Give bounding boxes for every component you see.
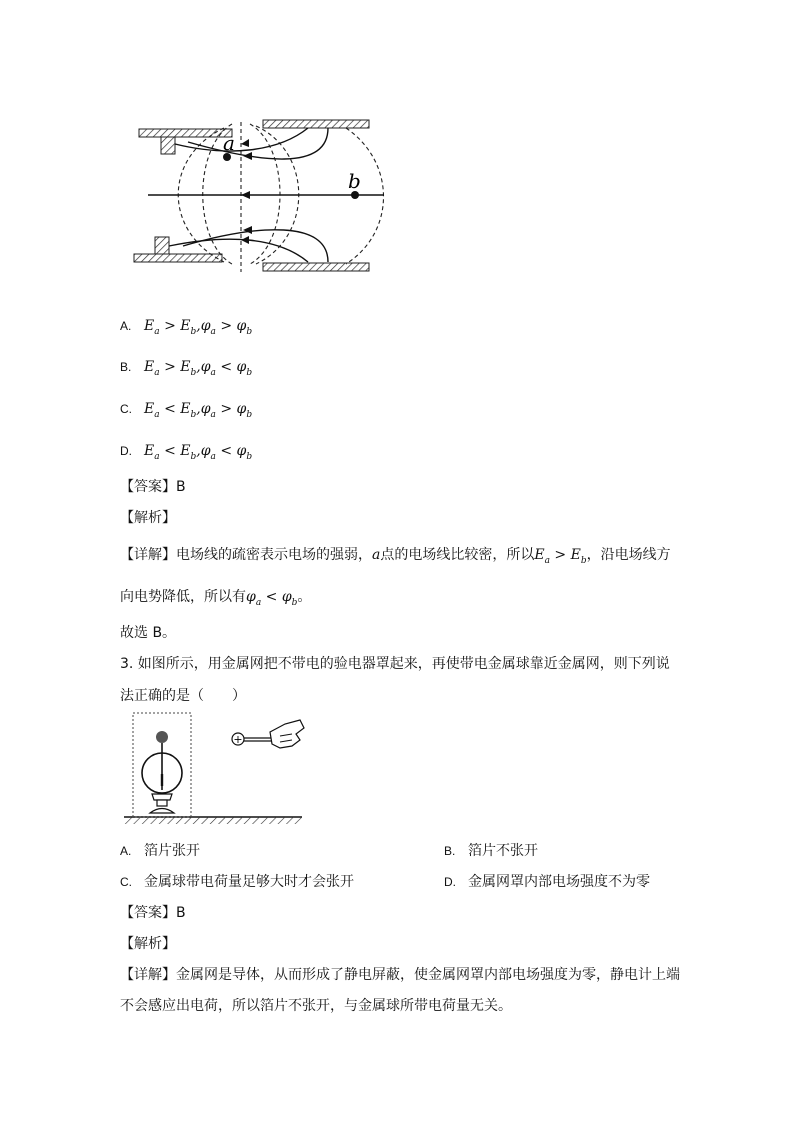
point-a-label: a — [223, 131, 235, 155]
top-left-plate — [139, 129, 232, 137]
math-expression: $E_a < E_b,\varphi_a < \varphi_b$ — [144, 443, 253, 462]
q3-stem-line2: 法正确的是（ ） — [120, 688, 246, 704]
option-c[interactable]: C. $E_a < E_b,\varphi_a > \varphi_b$ — [120, 401, 253, 420]
q3-detail-line1: 【详解】金属网是导体，从而形成了静电屏蔽，使金属网罩内部电场强度为零，静电计上端 — [120, 967, 680, 983]
field-lines-figure — [128, 112, 390, 282]
option-d[interactable]: D. $E_a < E_b,\varphi_a < \varphi_b$ — [120, 443, 253, 462]
math-expression: $E_a > E_b,\varphi_a > \varphi_b$ — [144, 318, 253, 337]
q3-stem-line1: 3. 如图所示，用金属网把不带电的验电器罩起来，再使带电金属球靠近金属网，则下列说 — [120, 656, 670, 672]
q3-option-b[interactable]: B. 箔片不张开 — [444, 843, 538, 859]
q2-answer: 【答案】B — [120, 479, 186, 495]
charge-symbol: + — [233, 733, 243, 746]
q3-analysis-title: 【解析】 — [120, 936, 176, 952]
option-b[interactable]: B. $E_a > E_b,\varphi_a < \varphi_b$ — [120, 359, 253, 378]
q2-analysis-title: 【解析】 — [120, 510, 176, 526]
math-expression: $E_a < E_b,\varphi_a > \varphi_b$ — [144, 401, 253, 420]
option-a[interactable]: A. $E_a > E_b,\varphi_a > \varphi_b$ — [120, 318, 253, 337]
q3-option-a[interactable]: A. 箔片张开 — [120, 843, 200, 859]
ground — [124, 817, 302, 824]
hand-icon — [270, 720, 304, 748]
q2-detail-line1: 【详解】电场线的疏密表示电场的强弱，a点的电场线比较密，所以$E_a > E_b$，沿电场线方 — [120, 547, 671, 566]
bottom-right-plate — [263, 263, 369, 271]
top-left-block — [161, 137, 175, 154]
electroscope-figure — [120, 710, 310, 830]
q2-detail-line2: 向电势降低，所以有$\varphi_a < \varphi_b$。 — [120, 589, 312, 608]
bottom-left-plate — [134, 254, 222, 262]
field-lines — [148, 128, 384, 262]
top-right-plate — [263, 120, 369, 128]
q3-answer: 【答案】B — [120, 905, 186, 921]
q2-conclusion: 故选 B。 — [120, 625, 177, 641]
math-expression: $E_a > E_b,\varphi_a < \varphi_b$ — [144, 359, 253, 378]
bottom-left-block — [155, 237, 169, 254]
q3-option-c[interactable]: C. 金属球带电荷量足够大时才会张开 — [120, 874, 354, 890]
q3-detail-line2: 不会感应出电荷，所以箔片不张开，与金属球所带电荷量无关。 — [120, 998, 512, 1014]
q3-option-d[interactable]: D. 金属网罩内部电场强度不为零 — [444, 874, 650, 890]
electroscope-top-ball — [156, 731, 168, 743]
point-b-label: b — [348, 169, 361, 193]
